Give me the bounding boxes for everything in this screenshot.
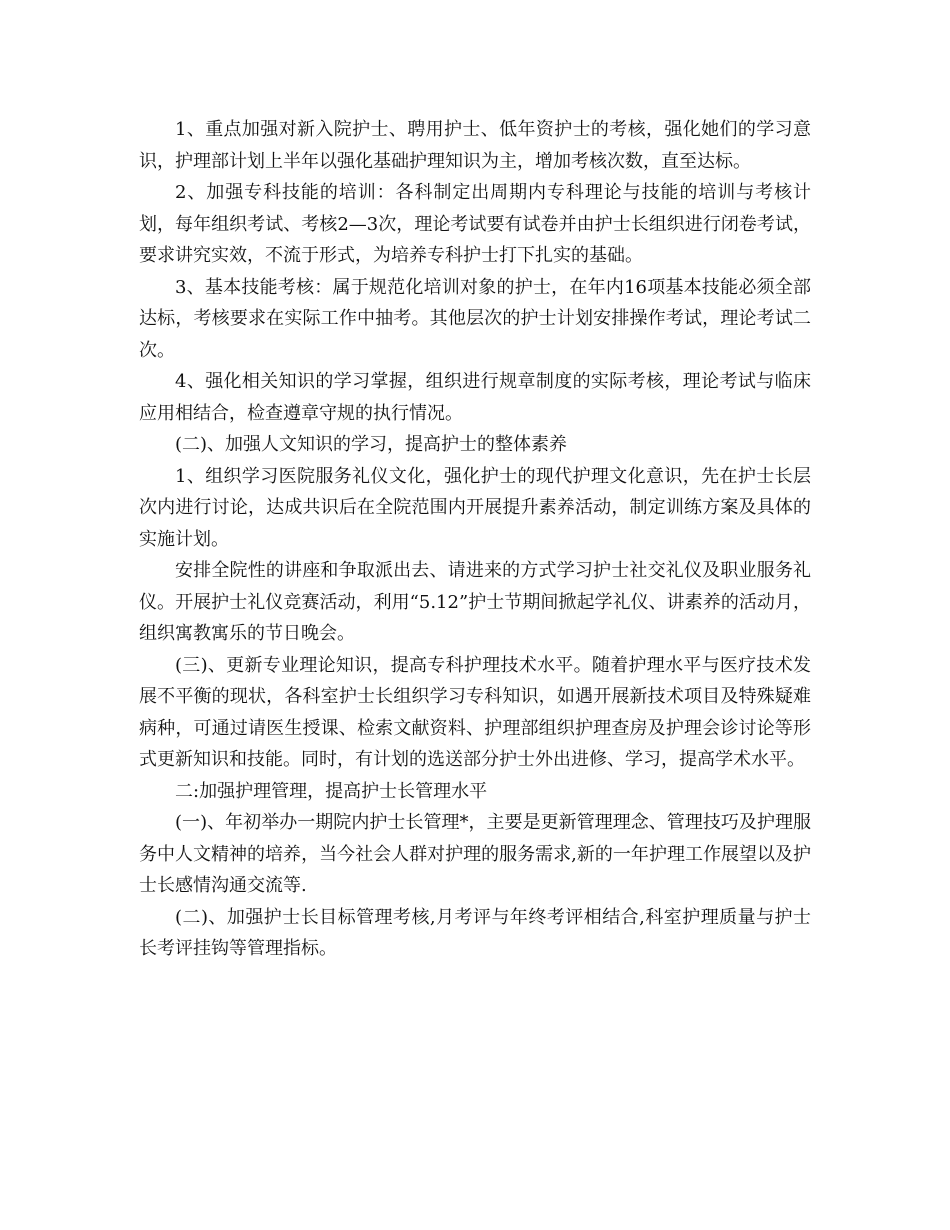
paragraph-target-management: (二)、加强护士长目标管理考核,月考评与年终考评相结合,科室护理质量与护士长考评挂钩等管理指标。 [139, 906, 811, 959]
paragraph-head-nurse-training: (一)、年初举办一期院内护士长管理*，主要是更新管理理念、管理技巧及护理服务中人文精神的培养，当今社会人群对护理的服务需求,新的一年护理工作展望以及护士长感情沟通交流等. [139, 812, 811, 896]
section-heading-humanities: (二)、加强人文知识的学习，提高护士的整体素养 [175, 434, 568, 455]
section-heading-management: 二:加强护理管理，提高护士长管理水平 [175, 780, 488, 802]
paragraph-professional-knowledge: (三)、更新专业理论知识，提高专科护理技术水平。随着护理水平与医疗技术发展不平衡的现状，各科室护士长组织学习专科知识，如遇开展新技术项目及特殊疑难病种，可通过请医生授课、检索文献资料、护理部组织护理查房及护理会诊讨论等形式更新知识和技能。同时，有计划的选送部分护士外出进修、学习，提高学术水平。 [139, 654, 811, 770]
paragraph-basic-skills-assessment: 3、基本技能考核：属于规范化培训对象的护士，在年内16项基本技能必须全部达标，考核要求在实际工作中抽考。其他层次的护士计划安排操作考试，理论考试二次。 [139, 276, 811, 361]
paragraph-related-knowledge: 4、强化相关知识的学习掌握，组织进行规章制度的实际考核，理论考试与临床应用相结合，检查遵章守规的执行情况。 [139, 371, 811, 424]
paragraph-specialty-training: 2、加强专科技能的培训：各科制定出周期内专科理论与技能的培训与考核计划，每年组织考试、考核2—3次，理论考试要有试卷并由护士长组织进行闭卷考试，要求讲究实效，不流于形式，为培养专科护士打下扎实的基础。 [139, 182, 811, 266]
paragraph-newcomer-assessment: 1、重点加强对新入院护士、聘用护士、低年资护士的考核，强化她们的学习意识，护理部计划上半年以强化基础护理知识为主，增加考核次数，直至达标。 [139, 119, 811, 172]
paragraph-service-etiquette: 1、组织学习医院服务礼仪文化，强化护士的现代护理文化意识，先在护士长层次内进行讨论，达成共识后在全院范围内开展提升素养活动，制定训练方案及具体的实施计划。 [139, 465, 811, 550]
document-body [139, 114, 811, 965]
paragraph-etiquette-activities: 安排全院性的讲座和争取派出去、请进来的方式学习护士社交礼仪及职业服务礼仪。开展护士礼仪竞赛活动，利用“5.12”护士节期间掀起学礼仪、讲素养的活动月，组织寓教寓乐的节日晚会。 [139, 560, 811, 644]
